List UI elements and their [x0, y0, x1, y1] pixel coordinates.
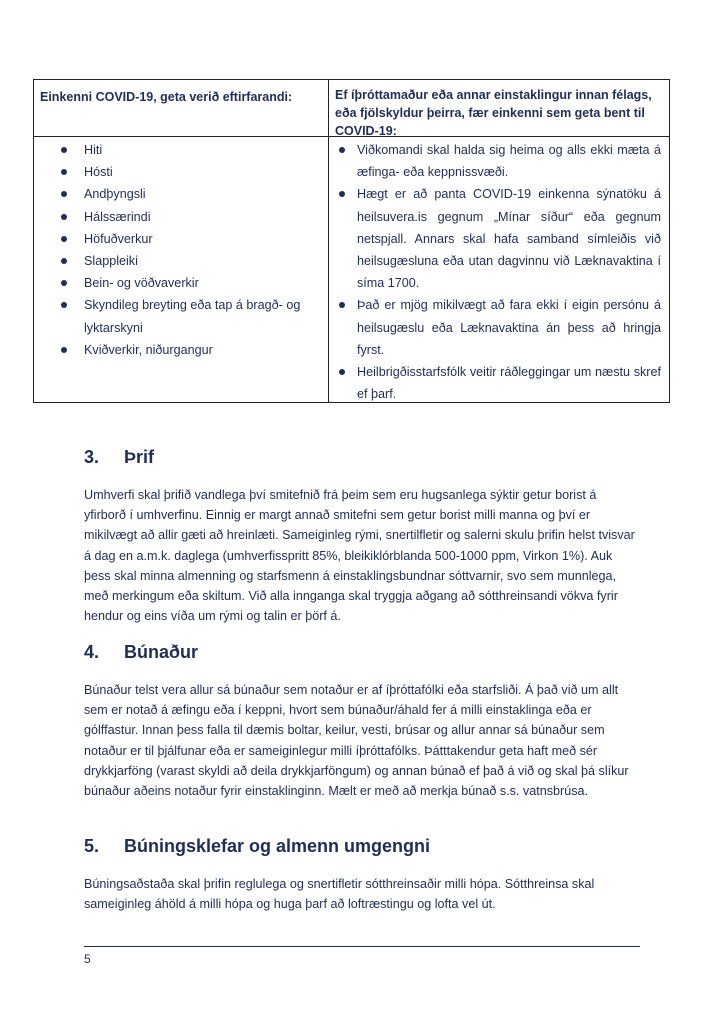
list-item: Slappleiki: [34, 250, 328, 272]
bullet-icon: [61, 214, 67, 220]
covid-symptoms-table: [33, 79, 670, 403]
list-item: Hósti: [34, 161, 328, 183]
section-heading: [84, 832, 639, 860]
bullet-icon: [61, 280, 67, 286]
actions-list: [329, 139, 669, 405]
list-item: Bein- og vöðvaverkir: [34, 272, 328, 294]
actions-header: Ef íþróttamaður eða annar einstaklingur innan félags, eða fjölskyldur þeirra, fær einkenni sem geta bent til COVID-19:: [335, 88, 652, 138]
list-item: Hægt er að panta COVID-19 einkenna sýnatöku á heilsuvera.is gegnum „Mínar síður“ eða gegnum netspjall. Annars skal hafa samband símleiðis við heilsugæsluna eða utan dagvinnu við Læknavaktina í síma 1700.: [329, 183, 669, 294]
list-item: Viðkomandi skal halda sig heima og alls ekki mæta á æfinga- eða keppnissvæði.: [329, 139, 669, 183]
actions-cell: [329, 137, 669, 402]
section-title: Þrif: [124, 446, 155, 467]
symptoms-header: Einkenni COVID-19, geta verið eftirfarandi:: [40, 90, 293, 104]
list-item: Andþyngsli: [34, 183, 328, 205]
section-cleaning: [84, 443, 639, 626]
section-title: Búningsklefar og almenn umgengni: [124, 835, 431, 856]
section-text: Búnaður telst vera allur sá búnaður sem notaður er af íþróttafólki eða starfsliði. Á það við um allt sem er notað á æfingu eða í keppni, hvort sem búnaður/áhald fer á milli einstaklinga eða er gólffastur. Innan þess falla til dæmis boltar, keilur, vesti, brúsar og allur annar sá búnaður sem notaður er til þjálfunar eða er sameiginlegur milli íþróttafólks. Þátttakendur geta haft með sér drykkjarföng (varast skyldi að deila drykkjarföngum) og annan búnað ef það á við og skal þá slíkur búnaður aðeins notaður fyrir einstaklinginn. Mælt er með að merkja búnað s.s. vatnsbrúsa.: [84, 683, 629, 799]
bullet-icon: [61, 169, 67, 175]
bullet-icon: [61, 302, 67, 308]
bullet-icon: [339, 369, 345, 375]
list-item: Það er mjög mikilvægt að fara ekki í eigin persónu á heilsugæslu eða Læknavaktina án þess að hringja fyrst.: [329, 294, 669, 361]
list-item: Kviðverkir, niðurgangur: [34, 339, 328, 361]
table-header-cell-left: [34, 80, 329, 136]
symptoms-list: [34, 139, 328, 361]
bullet-icon: [339, 147, 345, 153]
table-body-row: [34, 137, 669, 402]
section-heading: [84, 638, 639, 666]
bullet-icon: [61, 347, 67, 353]
list-item: Skyndileg breyting eða tap á bragð- og lyktarskyni: [34, 294, 328, 338]
bullet-icon: [339, 302, 345, 308]
bullet-icon: [61, 147, 67, 153]
section-heading: [84, 443, 639, 471]
bullet-icon: [339, 191, 345, 197]
section-changing-rooms: [84, 832, 639, 914]
section-text: Umhverfi skal þrifið vandlega því smitefnið frá þeim sem eru hugsanlega sýktir getur borist á yfirborð í umhverfinu. Einnig er margt annað smitefni sem getur borist milli manna og því er mikilvægt að allir gæti að hreinlæti. Sameiginleg rými, snertilfletir og salerni skulu þrifin helst tvisvar á dag en a.m.k. daglega (umhverfisspritt 85%, bleikiklórblanda 500-1000 ppm, Virkon 1%). Auk þess skal minna almenning og starfsmenn á einstaklingsbundnar sóttvarnir, svo sem munnlega, með merkingum eða skiltum. Við alla innganga skal tryggja aðgang að sótthreinsandi vökva fyrir hendur og eins víða um rými og talin er þörf á.: [84, 488, 635, 624]
section-number: 3.: [84, 446, 100, 467]
section-number: 5.: [84, 835, 100, 856]
section-text: Búningsaðstaða skal þrifin reglulega og snertifletir sótthreinsaðir milli hópa. Sótthreinsa skal sameiginleg áhöld á milli hópa og huga þarf að loftræstingu og lofta vel út.: [84, 877, 595, 912]
list-item: Heilbrigðisstarfsfólk veitir ráðleggingar um næstu skref ef þarf.: [329, 361, 669, 405]
list-item: Hálssærindi: [34, 206, 328, 228]
bullet-icon: [61, 191, 67, 197]
page-number: 5: [84, 952, 91, 966]
bullet-icon: [61, 258, 67, 264]
footer-divider: [84, 946, 640, 947]
table-header-cell-right: [329, 80, 669, 136]
table-header-row: [34, 80, 669, 137]
section-title: Búnaður: [124, 641, 198, 662]
list-item: Hiti: [34, 139, 328, 161]
section-number: 4.: [84, 641, 100, 662]
list-item: Höfuðverkur: [34, 228, 328, 250]
section-equipment: [84, 638, 639, 801]
bullet-icon: [61, 236, 67, 242]
symptoms-cell: [34, 137, 329, 402]
